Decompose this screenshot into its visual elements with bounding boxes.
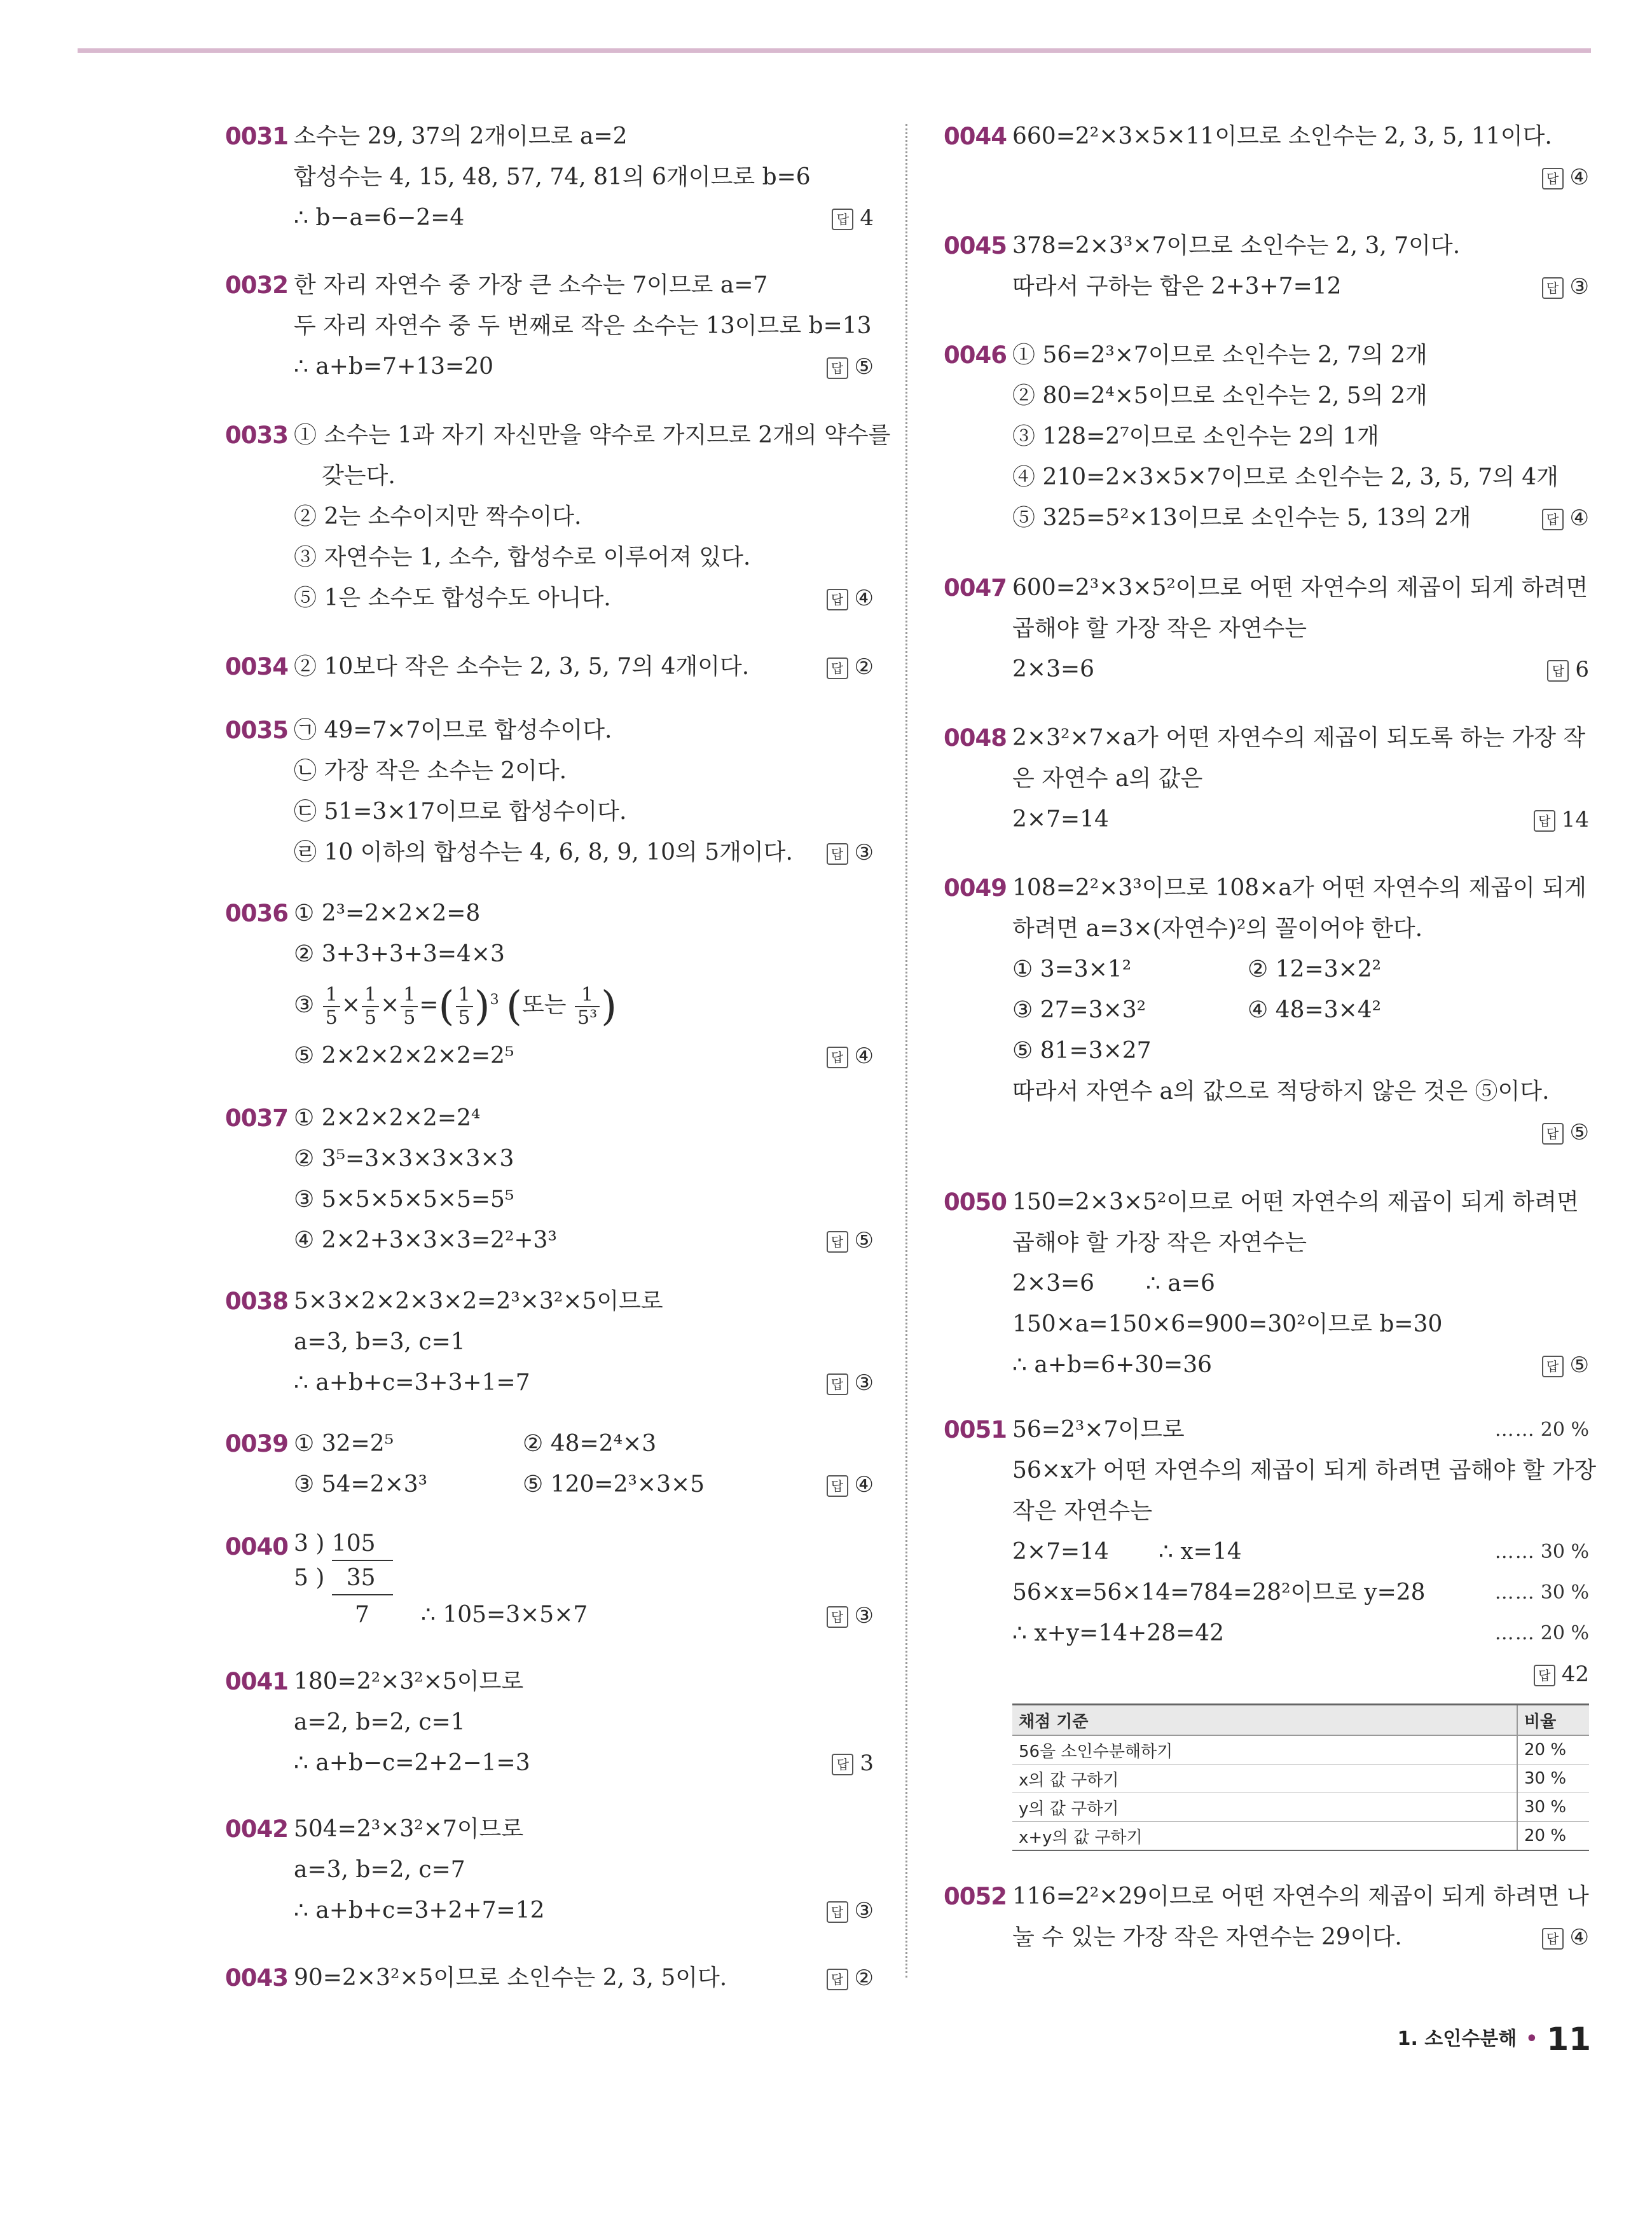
answer-value: ③: [1569, 274, 1589, 299]
answer: [827, 647, 874, 687]
grading-criteria-table: [1012, 1703, 1589, 1851]
choice-cell: ② 48=2⁴×3: [523, 1431, 657, 1457]
solution-line: 378=2×3³×7이므로 소인수는 2, 3, 7이다.: [1012, 233, 1461, 259]
paren: ): [601, 983, 617, 1030]
answer-value: 6: [1575, 657, 1589, 682]
solution-line: ② 80=2⁴×5이므로 소인수는 2, 5의 2개: [1012, 383, 1428, 409]
solution-text: ② 10보다 작은 소수는 2, 3, 5, 7의 4개이다.: [294, 654, 750, 680]
answer: [1547, 649, 1589, 690]
table-cell: 56을 소인수분해하기: [1012, 1735, 1517, 1765]
answer-value: ⑤: [1569, 1352, 1589, 1378]
leader-dots: ……: [1494, 1622, 1536, 1644]
answer: [1534, 1654, 1589, 1695]
solution-line: [294, 578, 874, 619]
solution-line: 150×a=150×6=900=30²이므로 b=30: [1012, 1311, 1443, 1337]
answer-tag: 답: [827, 1047, 848, 1068]
numerator: 1: [323, 984, 340, 1007]
score-note: [1495, 1573, 1589, 1613]
answer: [1542, 266, 1589, 307]
denominator: 5: [458, 1007, 471, 1029]
solution-line: ① 소수는 1과 자기 자신만을 약수로 가지므로 2개의 약수를: [294, 422, 891, 448]
answer-value: ③: [854, 1370, 874, 1396]
column-divider: [905, 124, 907, 1978]
solution-line: [294, 1743, 874, 1784]
solution-0034: [225, 647, 874, 710]
answer: [832, 198, 874, 238]
solution-0039: [225, 1424, 874, 1527]
solution-0035: [225, 710, 874, 893]
page-number: 11: [1546, 2021, 1591, 2058]
solution-0040: [225, 1527, 874, 1662]
solution-text: 따라서 구하는 합은 2+3+7=12: [1012, 273, 1342, 299]
solution-text: ∴ a+b+c=3+2+7=12: [294, 1897, 545, 1924]
solution-text: ㉣ 10 이하의 합성수는 4, 6, 8, 9, 10의 5개이다.: [294, 839, 793, 865]
division-row: 5 ) 35: [294, 1565, 376, 1591]
solution-0045: [944, 226, 1589, 335]
solution-0031: [225, 116, 874, 265]
solution-text: 2×7=14: [1012, 806, 1109, 832]
question-number: 0041: [225, 1668, 288, 1695]
solution-0048: [944, 718, 1589, 868]
solution-line: [294, 1958, 874, 1999]
solution-line: 504=2³×3²×7이므로: [294, 1816, 524, 1842]
answer: [1542, 157, 1589, 198]
question-number: 0042: [225, 1815, 288, 1843]
solution-text: ∴ a+b=6+30=36: [1012, 1352, 1213, 1378]
solution-0042: [225, 1809, 874, 1958]
answer-tag: 답: [1534, 810, 1555, 832]
solution-line: 한 자리 자연수 중 가장 큰 소수는 7이므로 a=7: [294, 272, 768, 298]
choice-cell: ④ 48=3×4²: [1248, 997, 1382, 1023]
solution-line: [1012, 990, 1589, 1031]
solution-0033: [225, 415, 891, 647]
solution-line: [294, 1424, 874, 1464]
answer-tag: 답: [832, 1754, 853, 1775]
top-decorative-bar: [78, 48, 1591, 53]
right-column: [944, 116, 1597, 1965]
answer-value: ④: [854, 1043, 874, 1069]
solution-line: 곱해야 할 가장 작은 자연수는: [1012, 616, 1307, 642]
solution-line: ② 3+3+3+3=4×3: [294, 941, 505, 967]
answer-value: ③: [854, 840, 874, 865]
solution-text: ⑤ 1은 소수도 합성수도 아니다.: [294, 585, 611, 611]
question-number: 0046: [944, 341, 1007, 369]
answer-value: ④: [854, 586, 874, 611]
solution-line: [1012, 1532, 1589, 1573]
solution-0038: [225, 1281, 874, 1424]
table-header-row: [1012, 1705, 1589, 1736]
denominator: 5: [403, 1007, 416, 1029]
numerator: 1: [456, 984, 473, 1007]
answer-tag: 답: [1547, 660, 1569, 682]
solution-line: a=3, b=2, c=7: [294, 1857, 465, 1883]
solution-line: 5×3×2×2×3×2=2³×3²×5이므로: [294, 1288, 663, 1314]
solution-line: [294, 1464, 874, 1505]
answer-value: ⑤: [854, 1228, 874, 1253]
solution-text: ⑤ 325=5²×13이므로 소인수는 5, 13의 2개: [1012, 505, 1471, 531]
column-header: 채점 기준: [1012, 1705, 1517, 1736]
answer-value: 4: [860, 205, 874, 231]
solution-text: 56×x=56×14=784=28²이므로 y=28: [1012, 1580, 1426, 1606]
score-note: [1495, 1410, 1589, 1450]
solution-line: 곱해야 할 가장 작은 자연수는: [1012, 1230, 1307, 1256]
solution-line: [1012, 1654, 1589, 1695]
solution-line: 116=2²×29이므로 어떤 자연수의 제곱이 되게 하려면 나: [1012, 1883, 1589, 1910]
answer-value: 42: [1561, 1662, 1589, 1687]
exponent: 3: [490, 992, 499, 1008]
answer-tag: 답: [827, 1969, 848, 1990]
answer-tag: 답: [1542, 277, 1564, 299]
page-footer: [1398, 2021, 1591, 2058]
solution-0047: [944, 568, 1589, 718]
solution-line: 180=2²×3²×5이므로: [294, 1669, 524, 1695]
answer: [832, 1743, 874, 1784]
division-row: 7: [355, 1602, 369, 1628]
answer-tag: 답: [1534, 1665, 1555, 1686]
answer-tag: 답: [1542, 509, 1564, 530]
question-number: 0051: [944, 1416, 1007, 1443]
question-number: 0036: [225, 900, 288, 927]
solution-line: 두 자리 자연수 중 두 번째로 작은 소수는 13이므로 b=13: [294, 313, 872, 339]
table-cell: 20 %: [1517, 1822, 1589, 1851]
score-note: [1495, 1532, 1589, 1573]
question-number: 0043: [225, 1964, 288, 1992]
solution-text: 56=2³×7이므로: [1012, 1417, 1185, 1443]
solution-line: 합성수는 4, 15, 48, 57, 74, 81의 6개이므로 b=6: [294, 164, 811, 190]
solution-text: ④ 2×2+3×3×3=2²+3³: [294, 1227, 557, 1253]
solution-text: 2×3=6: [1012, 1270, 1095, 1297]
answer-tag: 답: [1542, 1928, 1564, 1950]
leader-dots: ……: [1494, 1419, 1536, 1441]
solution-text: ∴ b−a=6−2=4: [294, 205, 465, 231]
table-row: [1012, 1765, 1589, 1793]
question-number: 0044: [944, 123, 1007, 150]
answer-value: ②: [854, 654, 874, 680]
denominator: 5: [364, 1007, 377, 1029]
question-number: 0031: [225, 123, 288, 150]
answer-tag: 답: [1542, 1123, 1564, 1145]
paren: (: [438, 983, 455, 1030]
table-cell: 30 %: [1517, 1765, 1589, 1793]
solution-line: [294, 1220, 874, 1261]
solution-line: a=2, b=2, c=1: [294, 1709, 465, 1735]
answer: [827, 832, 874, 873]
leader-dots: ……: [1494, 1541, 1536, 1563]
paren: ): [474, 983, 490, 1030]
answer-tag: 답: [827, 843, 848, 865]
answer-tag: 답: [832, 209, 853, 230]
answer: [827, 1958, 874, 1999]
score-value: 20 %: [1540, 1622, 1589, 1644]
table-cell: x의 값 구하기: [1012, 1765, 1517, 1793]
solution-line: [1012, 799, 1589, 840]
answer-value: ⑤: [1569, 1120, 1589, 1145]
section-title: 1. 소인수분해: [1397, 2028, 1517, 2050]
solution-line: [294, 347, 874, 387]
question-number: 0032: [225, 272, 288, 299]
solution-line: ③ 자연수는 1, 소수, 합성수로 이루어져 있다.: [294, 544, 751, 570]
score-value: 20 %: [1540, 1419, 1589, 1441]
solution-0037: [225, 1098, 874, 1281]
answer: [827, 1363, 874, 1403]
question-number: 0048: [944, 724, 1007, 752]
paren: (: [506, 983, 522, 1030]
bullet-icon: •: [1525, 2028, 1538, 2050]
solution-text: ∴ a+b−c=2+2−1=3: [294, 1750, 530, 1776]
question-number: 0038: [225, 1288, 288, 1315]
solution-line: ㉠ 49=7×7이므로 합성수이다.: [294, 717, 612, 743]
solution-line: [1012, 1263, 1589, 1304]
solution-text: 눌 수 있는 가장 작은 자연수는 29이다.: [1012, 1924, 1402, 1950]
column-header: 비율: [1517, 1705, 1589, 1736]
answer-value: ②: [854, 1965, 874, 1991]
answer-value: ③: [854, 1603, 874, 1628]
answer: [1542, 1917, 1589, 1958]
answer-value: ④: [1569, 506, 1589, 531]
answer-tag: 답: [827, 1475, 848, 1497]
solution-line: ④ 210=2×3×5×7이므로 소인수는 2, 3, 5, 7의 4개: [1012, 464, 1559, 490]
solution-line: [1012, 949, 1589, 990]
solution-line: [1012, 1345, 1589, 1386]
solution-line: a=3, b=3, c=1: [294, 1329, 465, 1355]
table-row: [1012, 1793, 1589, 1822]
solution-line: [1012, 266, 1589, 307]
solution-line: [1012, 1613, 1589, 1654]
question-number: 0040: [225, 1533, 288, 1560]
question-number: 0045: [944, 232, 1007, 259]
table-row: [1012, 1822, 1589, 1851]
answer: [827, 1036, 874, 1077]
solution-text: ⑤ 2×2×2×2×2=2⁵: [294, 1043, 514, 1069]
question-number: 0037: [225, 1105, 288, 1132]
numerator: 1: [362, 984, 379, 1007]
answer-value: ④: [1569, 1925, 1589, 1950]
fraction-line: [294, 975, 874, 1036]
solution-line: ② 3⁵=3×3×3×3×3: [294, 1146, 514, 1172]
solution-line: ㉡ 가장 작은 소수는 2이다.: [294, 758, 567, 784]
numerator: 1: [401, 984, 418, 1007]
solution-line: [1012, 1410, 1589, 1450]
solution-text: 2×7=14: [1012, 1539, 1109, 1565]
answer: [1542, 1112, 1589, 1153]
solution-line: [1012, 498, 1589, 539]
score-value: 30 %: [1540, 1581, 1589, 1604]
solution-line: ③ 5×5×5×5×5=5⁵: [294, 1187, 514, 1213]
solution-text: ∴ x+y=14+28=42: [1012, 1620, 1225, 1646]
solution-0052: [944, 1876, 1589, 1965]
solution-line: [294, 198, 874, 238]
operator: ×: [380, 992, 400, 1018]
solution-line: ③ 128=2⁷이므로 소인수는 2의 1개: [1012, 423, 1379, 450]
solution-line: ① 2³=2×2×2=8: [294, 900, 481, 926]
question-number: 0052: [944, 1883, 1007, 1910]
solution-line: [1012, 157, 1589, 198]
answer-tag: 답: [827, 1231, 848, 1253]
solution-line: 56×x가 어떤 자연수의 제곱이 되게 하려면 곱해야 할 가장: [1012, 1457, 1597, 1483]
solution-line: 2×3²×7×a가 어떤 자연수의 제곱이 되도록 하는 가장 작: [1012, 725, 1586, 751]
answer-tag: 답: [827, 357, 848, 379]
answer: [827, 1464, 874, 1505]
operator: ×: [341, 992, 361, 1018]
or-text: 또는: [521, 992, 567, 1018]
solution-line: 150=2×3×5²이므로 어떤 자연수의 제곱이 되게 하려면: [1012, 1189, 1579, 1215]
fraction: [401, 984, 418, 1029]
solution-line: ⑤ 81=3×27: [1012, 1038, 1152, 1064]
table-cell: 20 %: [1517, 1735, 1589, 1765]
answer-tag: 답: [1542, 168, 1564, 189]
solution-line: [1012, 649, 1589, 690]
solution-line: 108=2²×3³이므로 108×a가 어떤 자연수의 제곱이 되게: [1012, 875, 1587, 901]
solution-text: ∴ x=14: [1159, 1539, 1242, 1565]
choice-marker: ③: [294, 992, 315, 1018]
denominator: 5: [325, 1007, 338, 1029]
solution-0051: [944, 1410, 1597, 1851]
division-rule: [332, 1594, 393, 1595]
answer-tag: 답: [827, 1373, 848, 1395]
answer-value: 14: [1561, 807, 1589, 832]
solution-line: [1012, 1573, 1589, 1613]
answer-value: 3: [860, 1751, 874, 1776]
division-ladder: [294, 1527, 874, 1649]
denominator: 5³: [577, 1007, 598, 1029]
numerator: 1: [575, 984, 600, 1007]
table-row: [1012, 1735, 1589, 1765]
division-result: ∴ 105=3×5×7: [421, 1602, 588, 1628]
solution-line: [294, 1036, 874, 1077]
choice-cell: ① 3=3×1²: [1012, 956, 1132, 982]
answer: [1542, 1345, 1589, 1386]
solution-line: 소수는 29, 37의 2개이므로 a=2: [294, 123, 628, 149]
answer-tag: 답: [827, 1901, 848, 1923]
answer-value: ③: [854, 1898, 874, 1924]
choice-cell: ② 12=3×2²: [1248, 956, 1382, 982]
solution-line: ① 56=2³×7이므로 소인수는 2, 7의 2개: [1012, 342, 1428, 368]
fraction: [323, 984, 340, 1029]
solution-0036: [225, 893, 874, 1098]
choice-cell: ① 32=2⁵: [294, 1431, 394, 1457]
answer: [827, 1220, 874, 1261]
solution-0050: [944, 1182, 1589, 1410]
question-number: 0035: [225, 717, 288, 744]
solution-text: 90=2×3²×5이므로 소인수는 2, 3, 5이다.: [294, 1965, 727, 1991]
answer-value: ④: [1569, 165, 1589, 190]
solution-0049: [944, 868, 1589, 1182]
solution-line: 600=2³×3×5²이므로 어떤 자연수의 제곱이 되게 하려면: [1012, 575, 1588, 601]
fraction: [575, 984, 600, 1029]
solution-0032: [225, 265, 874, 415]
question-number: 0050: [944, 1188, 1007, 1216]
solution-0046: [944, 335, 1589, 568]
answer-value: ⑤: [854, 354, 874, 380]
question-number: 0039: [225, 1430, 288, 1457]
solution-line: [294, 647, 874, 687]
answer-tag: 답: [827, 1606, 848, 1628]
leader-dots: ……: [1494, 1581, 1536, 1604]
solution-line: ① 2×2×2×2=2⁴: [294, 1105, 481, 1131]
solution-text: 2×3=6: [1012, 656, 1095, 682]
left-column: [225, 116, 891, 2009]
fraction: [362, 984, 379, 1029]
question-number: 0049: [944, 874, 1007, 902]
question-number: 0033: [225, 422, 288, 449]
answer: [827, 1603, 874, 1628]
choice-cell: ③ 27=3×3²: [1012, 997, 1146, 1023]
operator: =: [419, 992, 439, 1018]
solution-line: 하려면 a=3×(자연수)²의 꼴이어야 한다.: [1012, 916, 1423, 942]
solution-0041: [225, 1662, 874, 1809]
solution-line: ② 2는 소수이지만 짝수이다.: [294, 504, 582, 530]
solution-line: [1012, 1917, 1589, 1958]
choice-cell: ③ 54=2×3³: [294, 1471, 428, 1497]
solution-text: ∴ a=6: [1146, 1270, 1215, 1297]
fraction: [456, 984, 473, 1029]
solution-line: [1012, 1112, 1589, 1153]
solution-0044: [944, 116, 1589, 226]
score-note: [1495, 1613, 1589, 1654]
choice-cell: ⑤ 120=2³×3×5: [523, 1471, 705, 1497]
solution-line: 660=2²×3×5×11이므로 소인수는 2, 3, 5, 11이다.: [1012, 123, 1552, 149]
answer: [827, 347, 874, 387]
solution-line: [294, 1363, 874, 1403]
solution-line: [294, 1890, 874, 1931]
solution-line: 따라서 자연수 a의 값으로 적당하지 않은 것은 ⑤이다.: [1012, 1078, 1550, 1105]
solution-text: ∴ a+b+c=3+3+1=7: [294, 1370, 530, 1396]
answer-tag: 답: [827, 657, 848, 679]
question-number: 0047: [944, 574, 1007, 602]
solution-line: 갖는다.: [322, 463, 396, 489]
solution-line: ㉢ 51=3×17이므로 합성수이다.: [294, 799, 627, 825]
answer-tag: 답: [827, 589, 848, 610]
score-value: 30 %: [1540, 1541, 1589, 1563]
table-cell: x+y의 값 구하기: [1012, 1822, 1517, 1851]
solution-0043: [225, 1958, 874, 2009]
solution-line: 은 자연수 a의 값은: [1012, 766, 1203, 792]
answer: [1534, 799, 1589, 840]
question-number: 0034: [225, 653, 288, 680]
answer: [827, 1890, 874, 1931]
solution-line: 작은 자연수는: [1012, 1498, 1153, 1524]
solution-line: [294, 832, 874, 873]
table-cell: 30 %: [1517, 1793, 1589, 1822]
table-cell: y의 값 구하기: [1012, 1793, 1517, 1822]
answer: [1542, 498, 1589, 539]
answer-value: ④: [854, 1472, 874, 1497]
answer-tag: 답: [1542, 1356, 1564, 1377]
division-row: 3 ) 105: [294, 1531, 376, 1557]
solution-text: ∴ a+b=7+13=20: [294, 354, 494, 380]
answer: [827, 578, 874, 619]
